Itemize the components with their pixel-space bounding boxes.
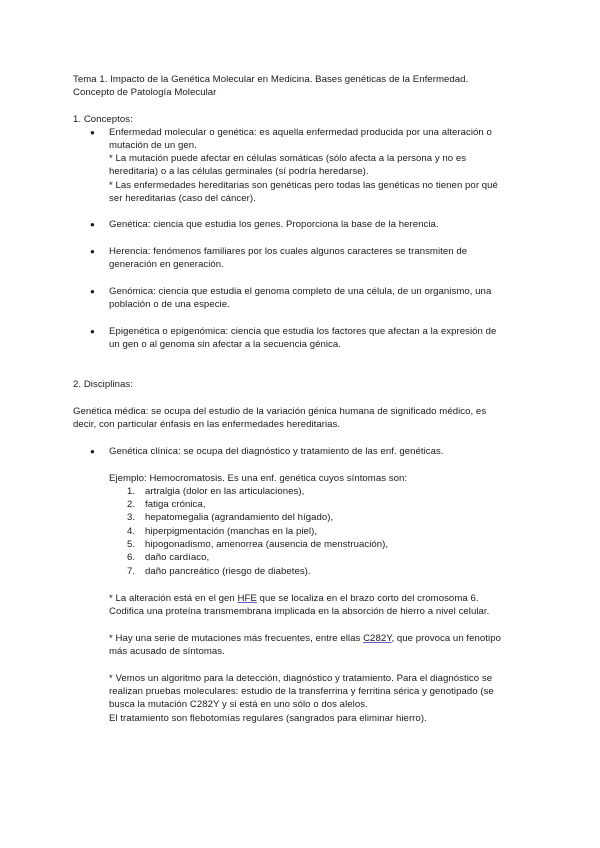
concept-2-line-1: Genética: ciencia que estudia los genes. Proporciona la base de la herencia.	[109, 219, 439, 230]
document-title-line-2: Concepto de Patología Molecular	[73, 87, 217, 98]
genetica-clinica-line: Genética clínica: se ocupa del diagnóstico y tratamiento de las enf. genéticas.	[109, 446, 444, 457]
example-intro: Ejemplo: Hemocromatosis. Es una enf. genética cuyos síntomas son:	[109, 473, 408, 484]
note-algorithm-line-1: * Vemos un algoritmo para la detección, diagnóstico y tratamiento. Para el diagnóstico se	[109, 673, 493, 684]
concept-3-line-2: generación en generación.	[109, 259, 224, 270]
note-algorithm-line-3: busca la mutación C282Y y si está en uno sólo o dos alelos.	[109, 699, 368, 710]
symptom-number: 6.	[126, 552, 135, 563]
note-hfe-prefix: * La alteración está en el gen	[109, 593, 238, 604]
symptom-item: hipogonadismo, amenorrea (ausencia de menstruación),	[145, 539, 389, 550]
symptom-number: 5.	[126, 539, 135, 550]
bullet-icon: ●	[90, 327, 95, 336]
symptom-item: fatiga crónica,	[145, 499, 206, 510]
symptom-item: hepatomegalia (agrandamiento del hígado),	[145, 512, 334, 523]
bullet-icon: ●	[90, 128, 95, 137]
note-mutation-line-1	[109, 632, 501, 645]
note-mutation-line-2: más acusado de síntomas.	[109, 646, 225, 657]
note-mutation-prefix: * Hay una serie de mutaciones más frecuentes, entre ellas	[109, 633, 364, 644]
concept-1-note-line-1: * La mutación puede afectar en células somáticas (sólo afecta a la persona y no es	[109, 153, 467, 164]
symptom-number: 1.	[126, 486, 135, 497]
bullet-icon: ●	[90, 287, 95, 296]
concept-3-line-1: Herencia: fenómenos familiares por los cuales algunos caracteres se transmiten de	[109, 246, 468, 257]
genetica-medica-line-1: Genética médica: se ocupa del estudio de la variación génica humana de significado médico, es	[73, 406, 487, 417]
symptom-number: 3.	[126, 512, 135, 523]
mutation-c282y-link[interactable]: C282Y	[363, 633, 392, 644]
concept-5-line-2: un gen o al genoma sin afectar a la secuencia génica.	[109, 339, 341, 350]
note-hfe-suffix: que se localiza en el brazo corto del cromosoma 6.	[256, 593, 479, 604]
gene-hfe-link[interactable]: HFE	[237, 593, 257, 604]
concept-4-line-2: población o de una especie.	[109, 299, 230, 310]
concept-5-line-1: Epigenética o epigenómica: ciencia que estudia los factores que afectan a la expresión de	[109, 326, 497, 337]
symptom-number: 2.	[126, 499, 135, 510]
genetica-medica-line-2: decir, con particular énfasis en las enfermedades hereditarias.	[73, 419, 341, 430]
document-title-line-1: Tema 1. Impacto de la Genética Molecular en Medicina. Bases genéticas de la Enfermedad.	[73, 74, 469, 85]
concept-1-line-1: Enfermedad molecular o genética: es aquella enfermedad producida por una alteración o	[109, 127, 492, 138]
note-hfe-line-1	[109, 592, 479, 605]
note-mutation-suffix: , que provoca un fenotipo	[391, 633, 501, 644]
bullet-icon: ●	[90, 220, 95, 229]
symptom-item: artralgia (dolor en las articulaciones),	[145, 486, 305, 497]
section-2-heading: 2. Disciplinas:	[73, 379, 133, 390]
bullet-icon: ●	[90, 247, 95, 256]
note-algorithm-line-2: realizan pruebas moleculares: estudio de la transferrina y ferritina sérica y genotipado (se	[109, 686, 494, 697]
note-algorithm-line-4: El tratamiento son flebotomías regulares (sangrados para eliminar hierro).	[109, 713, 427, 724]
concept-1-note-line-4: ser hereditarias (caso del cáncer).	[109, 193, 256, 204]
concept-1-note-line-3: * Las enfermedades hereditarias son genéticas pero todas las genéticas no tienen por qué	[109, 180, 498, 191]
symptom-number: 7.	[126, 566, 135, 577]
symptom-item: daño pancreático (riesgo de diabetes).	[145, 566, 311, 577]
section-1-heading: 1. Conceptos:	[73, 114, 133, 125]
concept-1-note-line-2: hereditaria) o a las células germinales (sí podría heredarse).	[109, 166, 369, 177]
concept-1-line-2: mutación de un gen.	[109, 140, 197, 151]
note-hfe-line-2: Codifica una proteína transmembrana implicada en la absorción de hierro a nivel celular.	[109, 606, 490, 617]
bullet-icon: ●	[90, 447, 95, 456]
symptom-item: daño cardíaco,	[145, 552, 210, 563]
symptom-number: 4.	[126, 526, 135, 537]
concept-4-line-1: Genómica: ciencia que estudia el genoma completo de una célula, de un organismo, una	[109, 286, 492, 297]
symptom-item: hiperpigmentación (manchas en la piel),	[145, 526, 318, 537]
